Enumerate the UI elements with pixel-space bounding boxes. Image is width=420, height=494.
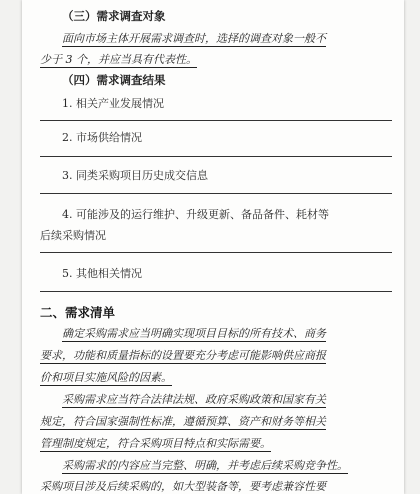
survey-result-heading: （四）需求调查结果	[62, 73, 166, 87]
survey-result-item-2: 2. 市场供给情况	[62, 131, 142, 144]
list-paragraph-line-5: 规定，符合国家强制性标准，遵循预算、资产和财务等相关	[40, 415, 326, 428]
list-paragraph-line-7: 采购需求的内容应当完整、明确，并考虑后续采购竞争性。	[62, 459, 348, 472]
fill-line	[40, 120, 392, 121]
survey-result-item-4-cont: 后续采购情况	[40, 229, 106, 242]
list-heading: 二、需求清单	[40, 305, 116, 320]
document-page	[22, 0, 404, 494]
list-paragraph-line-4: 采购需求应当符合法律法规、政府采购政策和国家有关	[62, 393, 326, 406]
survey-object-text-line-1: 面向市场主体开展需求调查时，选择的调查对象一般不	[62, 32, 326, 45]
list-paragraph-line-6: 管理制度规定，符合采购项目特点和实际需要。	[40, 437, 271, 450]
survey-result-item-3: 3. 同类采购项目历史成交信息	[62, 169, 208, 182]
list-paragraph-line-8: 采购项目涉及后续采购的，如大型装备等，要考虑兼容性要	[40, 480, 326, 493]
list-paragraph-line-3: 价和项目实施风险的因素。	[40, 371, 172, 384]
list-paragraph-line-1: 确定采购需求应当明确实现项目目标的所有技术、商务	[62, 327, 326, 340]
fill-line	[40, 193, 392, 194]
list-paragraph-line-2: 要求，功能和质量指标的设置要充分考虑可能影响供应商报	[40, 349, 326, 362]
survey-object-heading: （三）需求调查对象	[62, 9, 166, 23]
survey-result-item-1: 1. 相关产业发展情况	[62, 97, 164, 110]
fill-line	[40, 291, 392, 292]
fill-line	[40, 252, 392, 253]
fill-line	[40, 156, 392, 157]
survey-object-text-line-2: 少于 3 个，并应当具有代表性。	[40, 53, 197, 66]
survey-result-item-4: 4. 可能涉及的运行维护、升级更新、备品备件、耗材等	[62, 208, 329, 221]
survey-result-item-5: 5. 其他相关情况	[62, 267, 142, 280]
